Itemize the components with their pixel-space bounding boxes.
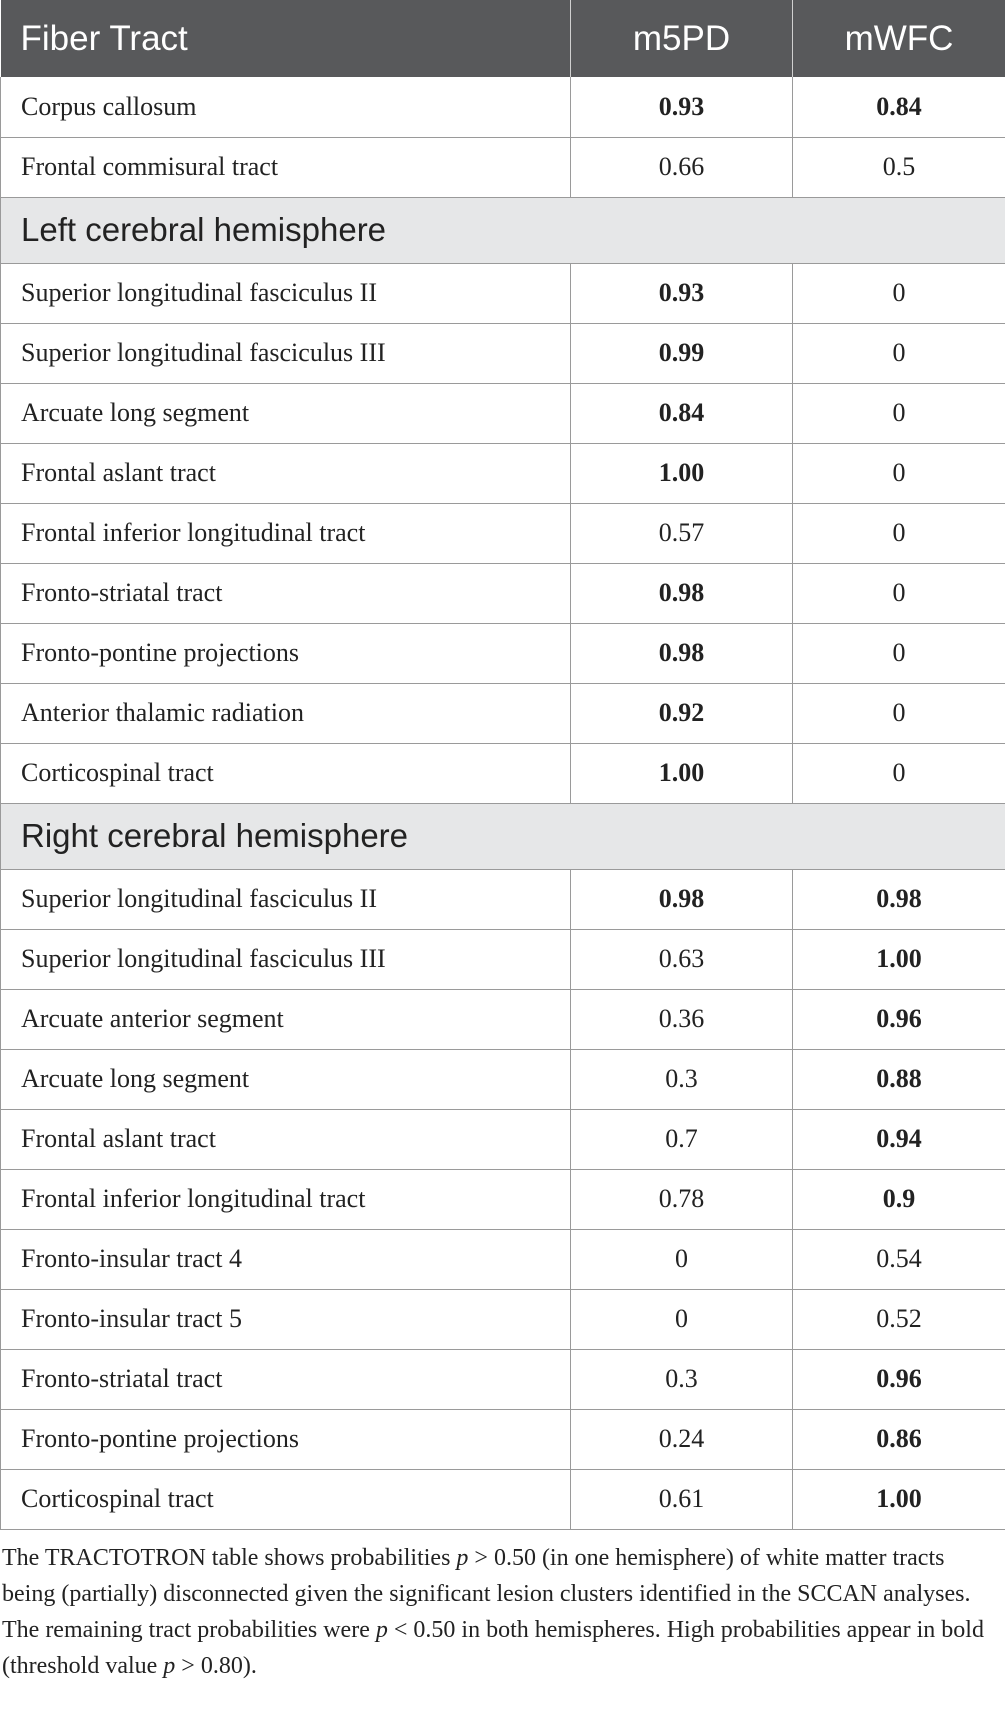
- m5pd-cell: 0.93: [571, 263, 793, 323]
- m5pd-cell: 0.92: [571, 683, 793, 743]
- table-row: [1, 1109, 1005, 1169]
- m5pd-cell: 0.98: [571, 563, 793, 623]
- fiber-tract-cell: Frontal aslant tract: [1, 1109, 571, 1169]
- fiber-tract-cell: Arcuate anterior segment: [1, 989, 571, 1049]
- mwfc-cell: 0: [793, 503, 1005, 563]
- caption-text: The TRACTOTRON table shows probabilities: [2, 1544, 457, 1571]
- m5pd-cell: 0.24: [571, 1409, 793, 1469]
- caption-text: > 0.80).: [175, 1652, 257, 1679]
- section-header-row: [1, 197, 1005, 263]
- fiber-tract-cell: Frontal inferior longitudinal tract: [1, 1169, 571, 1229]
- header-mwfc: mWFC: [793, 0, 1005, 77]
- fiber-tract-cell: Fronto-pontine projections: [1, 1409, 571, 1469]
- table-row: [1, 323, 1005, 383]
- fiber-tract-cell: Fronto-striatal tract: [1, 1349, 571, 1409]
- m5pd-cell: 0.98: [571, 623, 793, 683]
- table-row: [1, 623, 1005, 683]
- fiber-tract-cell: Arcuate long segment: [1, 1049, 571, 1109]
- table-row: [1, 443, 1005, 503]
- table-body: [1, 77, 1005, 1529]
- fiber-tract-cell: Corticospinal tract: [1, 1469, 571, 1529]
- table-row: [1, 869, 1005, 929]
- table-row: [1, 77, 1005, 137]
- header-row: [1, 0, 1005, 77]
- m5pd-cell: 0: [571, 1289, 793, 1349]
- fiber-tract-cell: Corpus callosum: [1, 77, 571, 137]
- mwfc-cell: 0: [793, 623, 1005, 683]
- table-row: [1, 1169, 1005, 1229]
- mwfc-cell: 0.96: [793, 1349, 1005, 1409]
- m5pd-cell: 0.78: [571, 1169, 793, 1229]
- header-fiber-tract: Fiber Tract: [1, 0, 571, 77]
- mwfc-cell: 0.9: [793, 1169, 1005, 1229]
- m5pd-cell: 0.36: [571, 989, 793, 1049]
- caption-p-symbol: p: [163, 1652, 176, 1679]
- section-header-row: [1, 803, 1005, 869]
- mwfc-cell: 0.52: [793, 1289, 1005, 1349]
- table-row: [1, 263, 1005, 323]
- fiber-tract-cell: Arcuate long segment: [1, 383, 571, 443]
- caption-p-symbol: p: [456, 1544, 469, 1571]
- mwfc-cell: 0: [793, 743, 1005, 803]
- m5pd-cell: 0.3: [571, 1049, 793, 1109]
- m5pd-cell: 0.61: [571, 1469, 793, 1529]
- fiber-tract-cell: Frontal commisural tract: [1, 137, 571, 197]
- fiber-tract-cell: Fronto-insular tract 4: [1, 1229, 571, 1289]
- mwfc-cell: 0: [793, 383, 1005, 443]
- m5pd-cell: 1.00: [571, 743, 793, 803]
- m5pd-cell: 0.63: [571, 929, 793, 989]
- table-row: [1, 383, 1005, 443]
- m5pd-cell: 0.84: [571, 383, 793, 443]
- table-row: [1, 1409, 1005, 1469]
- m5pd-cell: 0.93: [571, 77, 793, 137]
- m5pd-cell: 0.3: [571, 1349, 793, 1409]
- fiber-tract-cell: Frontal inferior longitudinal tract: [1, 503, 571, 563]
- table-row: [1, 1049, 1005, 1109]
- section-title: Left cerebral hemisphere: [1, 197, 1005, 263]
- fiber-tract-cell: Superior longitudinal fasciculus III: [1, 929, 571, 989]
- caption-text: > 0.50 (in one hemisphere) of white matter tracts being (partially) disconnected given the significant lesion clusters identified in the SCCAN analyses. The remaining tract probabilities were: [2, 1544, 971, 1643]
- table-row: [1, 503, 1005, 563]
- table-row: [1, 1289, 1005, 1349]
- caption-p-symbol: p: [375, 1616, 388, 1643]
- mwfc-cell: 0: [793, 263, 1005, 323]
- table-row: [1, 1469, 1005, 1529]
- table-header: [1, 0, 1005, 77]
- m5pd-cell: 0.99: [571, 323, 793, 383]
- mwfc-cell: 0.98: [793, 869, 1005, 929]
- mwfc-cell: 0.94: [793, 1109, 1005, 1169]
- mwfc-cell: 0.5: [793, 137, 1005, 197]
- fiber-tract-cell: Superior longitudinal fasciculus II: [1, 869, 571, 929]
- table-row: [1, 989, 1005, 1049]
- mwfc-cell: 0: [793, 443, 1005, 503]
- mwfc-cell: 0.86: [793, 1409, 1005, 1469]
- table-row: [1, 563, 1005, 623]
- table-caption: [0, 1540, 1005, 1684]
- fiber-tract-cell: Fronto-striatal tract: [1, 563, 571, 623]
- fiber-tract-cell: Superior longitudinal fasciculus II: [1, 263, 571, 323]
- mwfc-cell: 1.00: [793, 929, 1005, 989]
- table-row: [1, 1229, 1005, 1289]
- mwfc-cell: 0.96: [793, 989, 1005, 1049]
- fiber-tract-cell: Fronto-insular tract 5: [1, 1289, 571, 1349]
- mwfc-cell: 0.84: [793, 77, 1005, 137]
- table-row: [1, 137, 1005, 197]
- mwfc-cell: 0: [793, 683, 1005, 743]
- m5pd-cell: 0.7: [571, 1109, 793, 1169]
- fiber-tract-cell: Frontal aslant tract: [1, 443, 571, 503]
- mwfc-cell: 1.00: [793, 1469, 1005, 1529]
- section-title: Right cerebral hemisphere: [1, 803, 1005, 869]
- table-row: [1, 1349, 1005, 1409]
- fiber-tract-cell: Anterior thalamic radiation: [1, 683, 571, 743]
- mwfc-cell: 0: [793, 323, 1005, 383]
- caption-text: < 0.50 in both hemispheres. High probabilities appear in bold (threshold value: [2, 1616, 984, 1679]
- table-row: [1, 743, 1005, 803]
- header-m5pd: m5PD: [571, 0, 793, 77]
- mwfc-cell: 0.88: [793, 1049, 1005, 1109]
- fiber-tract-cell: Superior longitudinal fasciculus III: [1, 323, 571, 383]
- table-row: [1, 683, 1005, 743]
- table-row: [1, 929, 1005, 989]
- m5pd-cell: 0.66: [571, 137, 793, 197]
- mwfc-cell: 0.54: [793, 1229, 1005, 1289]
- m5pd-cell: 0: [571, 1229, 793, 1289]
- m5pd-cell: 0.57: [571, 503, 793, 563]
- m5pd-cell: 0.98: [571, 869, 793, 929]
- fiber-tract-cell: Corticospinal tract: [1, 743, 571, 803]
- fiber-tract-cell: Fronto-pontine projections: [1, 623, 571, 683]
- mwfc-cell: 0: [793, 563, 1005, 623]
- m5pd-cell: 1.00: [571, 443, 793, 503]
